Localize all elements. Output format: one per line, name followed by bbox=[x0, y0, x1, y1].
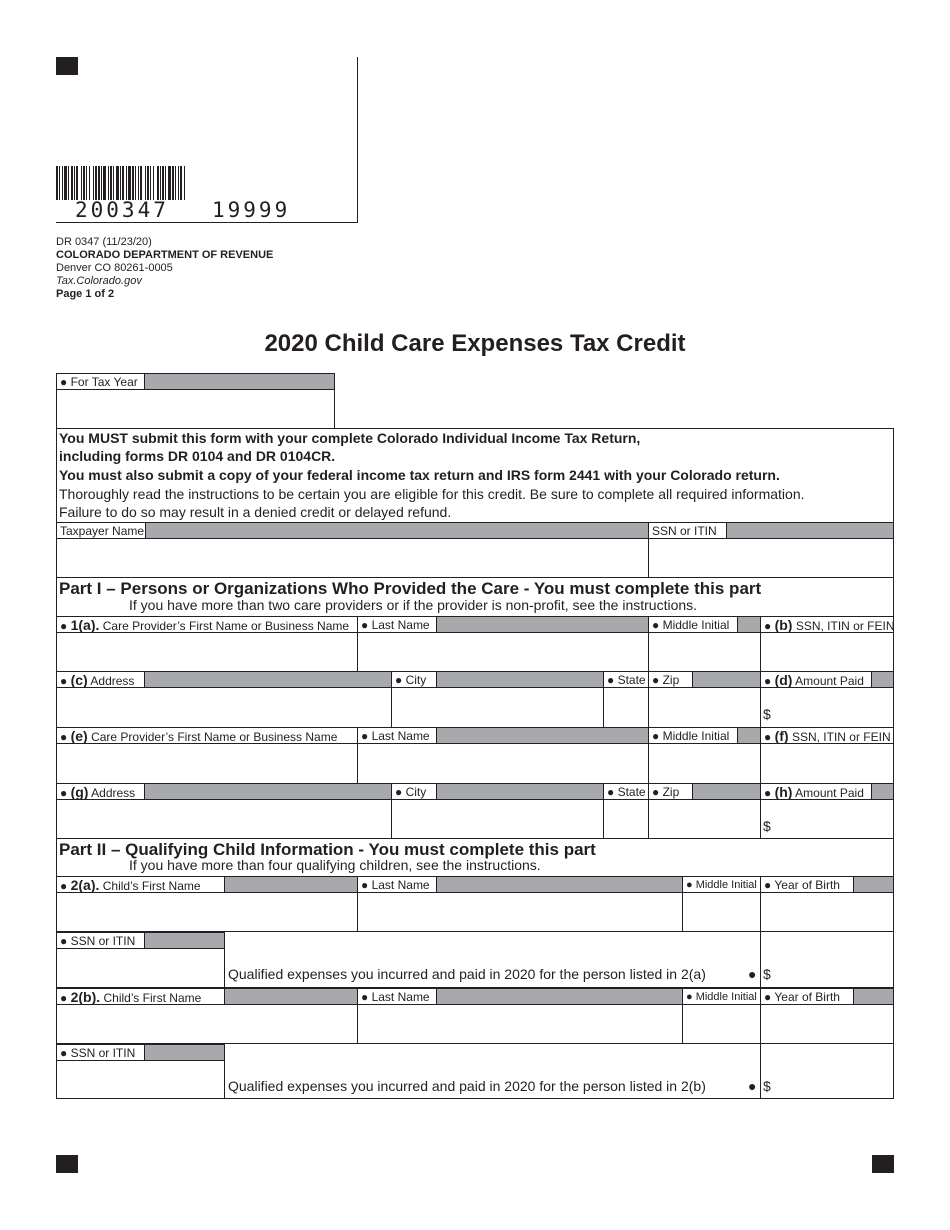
page-number: Page 1 of 2 bbox=[56, 288, 115, 300]
provider1-amount-input[interactable] bbox=[773, 700, 893, 724]
barcode-bar bbox=[175, 166, 176, 200]
provider1-first-name-text: Care Provider’s First Name or Business Name bbox=[102, 619, 350, 633]
provider2-state-input[interactable] bbox=[604, 800, 648, 838]
bullet: ● bbox=[60, 991, 68, 1005]
provider2-amount-label bbox=[760, 783, 872, 800]
barcode-bar bbox=[135, 166, 136, 200]
department-address: Denver CO 80261-0005 bbox=[56, 262, 173, 274]
provider1-city-input[interactable] bbox=[392, 688, 603, 726]
barcode-bar bbox=[71, 166, 73, 200]
child2-ssn-input[interactable] bbox=[57, 1061, 224, 1097]
provider1-amount-text: Amount Paid bbox=[795, 674, 864, 688]
child1-yob-shade bbox=[853, 876, 894, 893]
provider2-amount-text: Amount Paid bbox=[795, 786, 864, 800]
child2-last-name-shade bbox=[436, 988, 683, 1005]
child2-ssn-shade bbox=[144, 1044, 225, 1061]
rule bbox=[760, 1044, 761, 1099]
rule bbox=[224, 932, 225, 987]
barcode-bar bbox=[147, 166, 149, 200]
child2-expenses-dollar: $ bbox=[763, 1078, 771, 1094]
provider1-amount-label bbox=[760, 671, 872, 688]
provider1-address-num: (c) bbox=[70, 672, 88, 688]
provider1-zip-shade bbox=[692, 671, 761, 688]
taxpayer-name-label: Taxpayer Name bbox=[56, 522, 146, 539]
child2-mi-label: ● Middle Initial bbox=[682, 988, 761, 1005]
table-bottom-border bbox=[56, 1098, 894, 1099]
child2-yob-input[interactable] bbox=[761, 1005, 893, 1043]
provider1-amount-dollar: $ bbox=[763, 706, 771, 722]
provider2-first-name-input[interactable] bbox=[57, 744, 357, 782]
child1-last-name-shade bbox=[436, 876, 683, 893]
bullet: ● bbox=[60, 879, 68, 893]
barcode-bar bbox=[126, 166, 127, 200]
child2-last-name-label: ● Last Name bbox=[357, 988, 437, 1005]
provider2-city-input[interactable] bbox=[392, 800, 603, 838]
rule bbox=[224, 1044, 225, 1099]
provider2-mi-shade bbox=[737, 727, 761, 744]
provider1-ssn-num: (b) bbox=[774, 617, 793, 633]
barcode-bar bbox=[150, 166, 151, 200]
registration-mark-bottom-right bbox=[872, 1155, 894, 1173]
taxpayer-ssn-label: SSN or ITIN bbox=[648, 522, 727, 539]
provider2-ssn-text: SSN, ITIN or FEIN bbox=[791, 730, 891, 744]
provider2-address-num: (g) bbox=[70, 784, 89, 800]
provider1-address-label bbox=[56, 671, 145, 688]
child1-ssn-label: ● SSN or ITIN bbox=[56, 932, 145, 949]
form-id: DR 0347 (11/23/20) bbox=[56, 236, 152, 248]
part1-title: Part I – Persons or Organizations Who Provided the Care - You must complete this part bbox=[59, 579, 762, 598]
part2-subtitle: If you have more than four qualifying children, see the instructions. bbox=[129, 857, 541, 873]
barcode-bar bbox=[74, 166, 75, 200]
child2-expenses-text: Qualified expenses you incurred and paid in 2020 for the person listed in 2(b) bbox=[228, 1078, 706, 1094]
barcode-box-right-border bbox=[357, 57, 358, 223]
provider1-mi-label: ● Middle Initial bbox=[648, 616, 738, 633]
provider2-last-name-label: ● Last Name bbox=[357, 727, 437, 744]
child1-ssn-input[interactable] bbox=[57, 949, 224, 986]
barcode-bar bbox=[122, 166, 124, 200]
child2-expenses-input[interactable] bbox=[773, 1072, 893, 1096]
provider2-ssn-num: (f) bbox=[774, 728, 789, 744]
barcode-bar bbox=[56, 166, 58, 200]
provider1-ssn-input[interactable] bbox=[761, 633, 893, 671]
barcode-bar bbox=[145, 166, 146, 200]
barcode-bar bbox=[93, 166, 94, 200]
provider2-amount-dollar: $ bbox=[763, 818, 771, 834]
provider2-last-name-input[interactable] bbox=[358, 744, 648, 782]
provider2-city-label: ● City bbox=[391, 783, 437, 800]
bullet: ● bbox=[60, 674, 68, 688]
child1-last-name-label: ● Last Name bbox=[357, 876, 437, 893]
rule bbox=[56, 577, 894, 578]
barcode-bar bbox=[113, 166, 114, 200]
tax-year-input[interactable] bbox=[56, 389, 335, 429]
barcode bbox=[56, 166, 311, 200]
provider2-address-text: Address bbox=[91, 786, 136, 800]
provider1-mi-shade bbox=[737, 616, 761, 633]
barcode-bar bbox=[120, 166, 121, 200]
provider2-ssn-input[interactable] bbox=[761, 744, 893, 782]
child2-first-name-input[interactable] bbox=[57, 1005, 357, 1043]
barcode-bar bbox=[132, 166, 134, 200]
provider1-last-name-shade bbox=[436, 616, 649, 633]
child1-num: 2(a). bbox=[70, 877, 100, 893]
provider1-num: 1(a). bbox=[70, 617, 100, 633]
child2-ssn-label: ● SSN or ITIN bbox=[56, 1044, 145, 1061]
barcode-bar bbox=[68, 166, 69, 200]
barcode-bar bbox=[160, 166, 161, 200]
provider2-num: (e) bbox=[70, 728, 88, 744]
barcode-bar bbox=[184, 166, 185, 200]
barcode-bar bbox=[165, 166, 166, 200]
barcode-bar bbox=[178, 166, 179, 200]
barcode-bar bbox=[110, 166, 112, 200]
barcode-number-left: 200347 bbox=[75, 198, 169, 222]
instruction-line-2: including forms DR 0104 and DR 0104CR. bbox=[59, 448, 336, 464]
child1-yob-label: ● Year of Birth bbox=[760, 876, 854, 893]
provider2-amount-num: (h) bbox=[774, 784, 793, 800]
child2-yob-label: ● Year of Birth bbox=[760, 988, 854, 1005]
provider1-address-text: Address bbox=[90, 674, 135, 688]
taxpayer-name-shade bbox=[145, 522, 649, 539]
child1-last-name-input[interactable] bbox=[358, 893, 682, 931]
provider2-city-shade bbox=[436, 783, 604, 800]
child2-mi-input[interactable] bbox=[683, 1005, 760, 1043]
provider2-first-name-text: Care Provider’s First Name or Business Name bbox=[91, 730, 338, 744]
child1-first-name-input[interactable] bbox=[57, 893, 357, 931]
provider1-state-input[interactable] bbox=[604, 688, 648, 726]
child1-expenses-input[interactable] bbox=[773, 960, 893, 984]
rule bbox=[760, 932, 761, 987]
provider2-zip-shade bbox=[692, 783, 761, 800]
barcode-bar bbox=[101, 166, 102, 200]
provider1-address-shade bbox=[144, 671, 392, 688]
barcode-box-bottom-border bbox=[56, 222, 358, 223]
bullet: ● bbox=[60, 619, 68, 633]
provider2-zip-input[interactable] bbox=[649, 800, 760, 838]
barcode-bar bbox=[180, 166, 182, 200]
barcode-bar bbox=[128, 166, 131, 200]
rule bbox=[760, 799, 761, 839]
barcode-bar bbox=[162, 166, 164, 200]
provider1-last-name-label: ● Last Name bbox=[357, 616, 437, 633]
rule bbox=[760, 687, 761, 727]
barcode-number-right: 19999 bbox=[212, 198, 291, 222]
provider1-city-shade bbox=[436, 671, 604, 688]
taxpayer-ssn-input[interactable] bbox=[649, 539, 893, 577]
bullet: ● bbox=[764, 786, 772, 800]
child1-expenses-bullet: ● bbox=[748, 966, 757, 982]
barcode-bar bbox=[62, 166, 63, 200]
child1-expenses-text: Qualified expenses you incurred and paid in 2020 for the person listed in 2(a) bbox=[228, 966, 706, 982]
child2-first-name-shade bbox=[224, 988, 358, 1005]
barcode-bar bbox=[59, 166, 60, 200]
barcode-bar bbox=[83, 166, 85, 200]
barcode-bar bbox=[157, 166, 159, 200]
provider1-amount-shade bbox=[871, 671, 894, 688]
provider1-last-name-input[interactable] bbox=[358, 633, 648, 671]
tax-year-label: ● For Tax Year bbox=[56, 373, 145, 390]
child1-mi-label: ● Middle Initial bbox=[682, 876, 761, 893]
provider1-zip-input[interactable] bbox=[649, 688, 760, 726]
bullet: ● bbox=[764, 674, 772, 688]
provider1-ssn-text: SSN, ITIN or FEIN bbox=[795, 619, 895, 633]
provider1-amount-num: (d) bbox=[774, 672, 793, 688]
barcode-bar bbox=[138, 166, 139, 200]
provider2-ssn-label bbox=[760, 727, 894, 744]
instruction-line-1: You MUST submit this form with your complete Colorado Individual Income Tax Return, bbox=[59, 430, 641, 446]
provider2-state-label: ● State bbox=[603, 783, 649, 800]
taxpayer-ssn-shade bbox=[726, 522, 894, 539]
barcode-bar bbox=[81, 166, 82, 200]
provider2-address-label bbox=[56, 783, 145, 800]
provider1-mi-input[interactable] bbox=[649, 633, 760, 671]
tax-year-shade bbox=[144, 373, 335, 390]
provider2-mi-label: ● Middle Initial bbox=[648, 727, 738, 744]
bullet: ● bbox=[764, 730, 772, 744]
provider2-address-shade bbox=[144, 783, 392, 800]
barcode-bar bbox=[172, 166, 174, 200]
provider1-first-name-input[interactable] bbox=[57, 633, 357, 671]
provider2-amount-input[interactable] bbox=[773, 812, 893, 836]
department-name: COLORADO DEPARTMENT OF REVENUE bbox=[56, 249, 274, 261]
child1-first-name-shade bbox=[224, 876, 358, 893]
provider1-city-label: ● City bbox=[391, 671, 437, 688]
provider2-last-name-shade bbox=[436, 727, 649, 744]
child1-first-name-label bbox=[56, 876, 225, 893]
provider2-zip-label: ● Zip bbox=[648, 783, 693, 800]
child1-yob-input[interactable] bbox=[761, 893, 893, 931]
website[interactable]: Tax.Colorado.gov bbox=[56, 275, 142, 287]
child2-first-name-text: Child’s First Name bbox=[103, 991, 202, 1005]
barcode-bar bbox=[140, 166, 142, 200]
part1-subtitle: If you have more than two care providers or if the provider is non-profit, see the instructions. bbox=[129, 597, 698, 613]
bullet: ● bbox=[60, 730, 68, 744]
barcode-bar bbox=[153, 166, 154, 200]
barcode-bar bbox=[95, 166, 97, 200]
provider2-address-input[interactable] bbox=[57, 800, 391, 838]
rule bbox=[56, 838, 894, 839]
barcode-bar bbox=[108, 166, 109, 200]
child2-last-name-input[interactable] bbox=[358, 1005, 682, 1043]
child2-first-name-label bbox=[56, 988, 225, 1005]
barcode-bar bbox=[64, 166, 67, 200]
barcode-bar bbox=[98, 166, 100, 200]
child2-expenses-bullet: ● bbox=[748, 1078, 757, 1094]
provider1-ssn-label bbox=[760, 616, 894, 633]
provider1-zip-label: ● Zip bbox=[648, 671, 693, 688]
barcode-bar bbox=[116, 166, 119, 200]
barcode-bar bbox=[168, 166, 171, 200]
child2-yob-shade bbox=[853, 988, 894, 1005]
child1-mi-input[interactable] bbox=[683, 893, 760, 931]
barcode-bar bbox=[86, 166, 87, 200]
taxpayer-name-input[interactable] bbox=[57, 539, 648, 577]
provider1-state-label: ● State bbox=[603, 671, 649, 688]
child1-ssn-shade bbox=[144, 932, 225, 949]
child1-first-name-text: Child’s First Name bbox=[102, 879, 201, 893]
provider1-first-name-label bbox=[56, 616, 358, 633]
child2-num: 2(b). bbox=[70, 989, 101, 1005]
provider1-address-input[interactable] bbox=[57, 688, 391, 726]
provider2-mi-input[interactable] bbox=[649, 744, 760, 782]
barcode-bar bbox=[103, 166, 106, 200]
registration-mark-bottom-left bbox=[56, 1155, 78, 1173]
instruction-line-4: Thoroughly read the instructions to be certain you are eligible for this credit. Be sure to complete all required information. bbox=[59, 486, 805, 502]
instruction-line-3: You must also submit a copy of your federal income tax return and IRS form 2441 with your Colorado return. bbox=[59, 467, 780, 483]
bullet: ● bbox=[764, 619, 772, 633]
provider2-first-name-label bbox=[56, 727, 358, 744]
provider2-amount-shade bbox=[871, 783, 894, 800]
child1-expenses-dollar: $ bbox=[763, 966, 771, 982]
part2-title: Part II – Qualifying Child Information - You must complete this part bbox=[59, 840, 596, 859]
barcode-bar bbox=[76, 166, 78, 200]
registration-mark-top-left bbox=[56, 57, 78, 75]
bullet: ● bbox=[60, 786, 68, 800]
barcode-bar bbox=[89, 166, 90, 200]
instruction-line-5: Failure to do so may result in a denied credit or delayed refund. bbox=[59, 504, 452, 520]
form-title: 2020 Child Care Expenses Tax Credit bbox=[264, 330, 686, 357]
